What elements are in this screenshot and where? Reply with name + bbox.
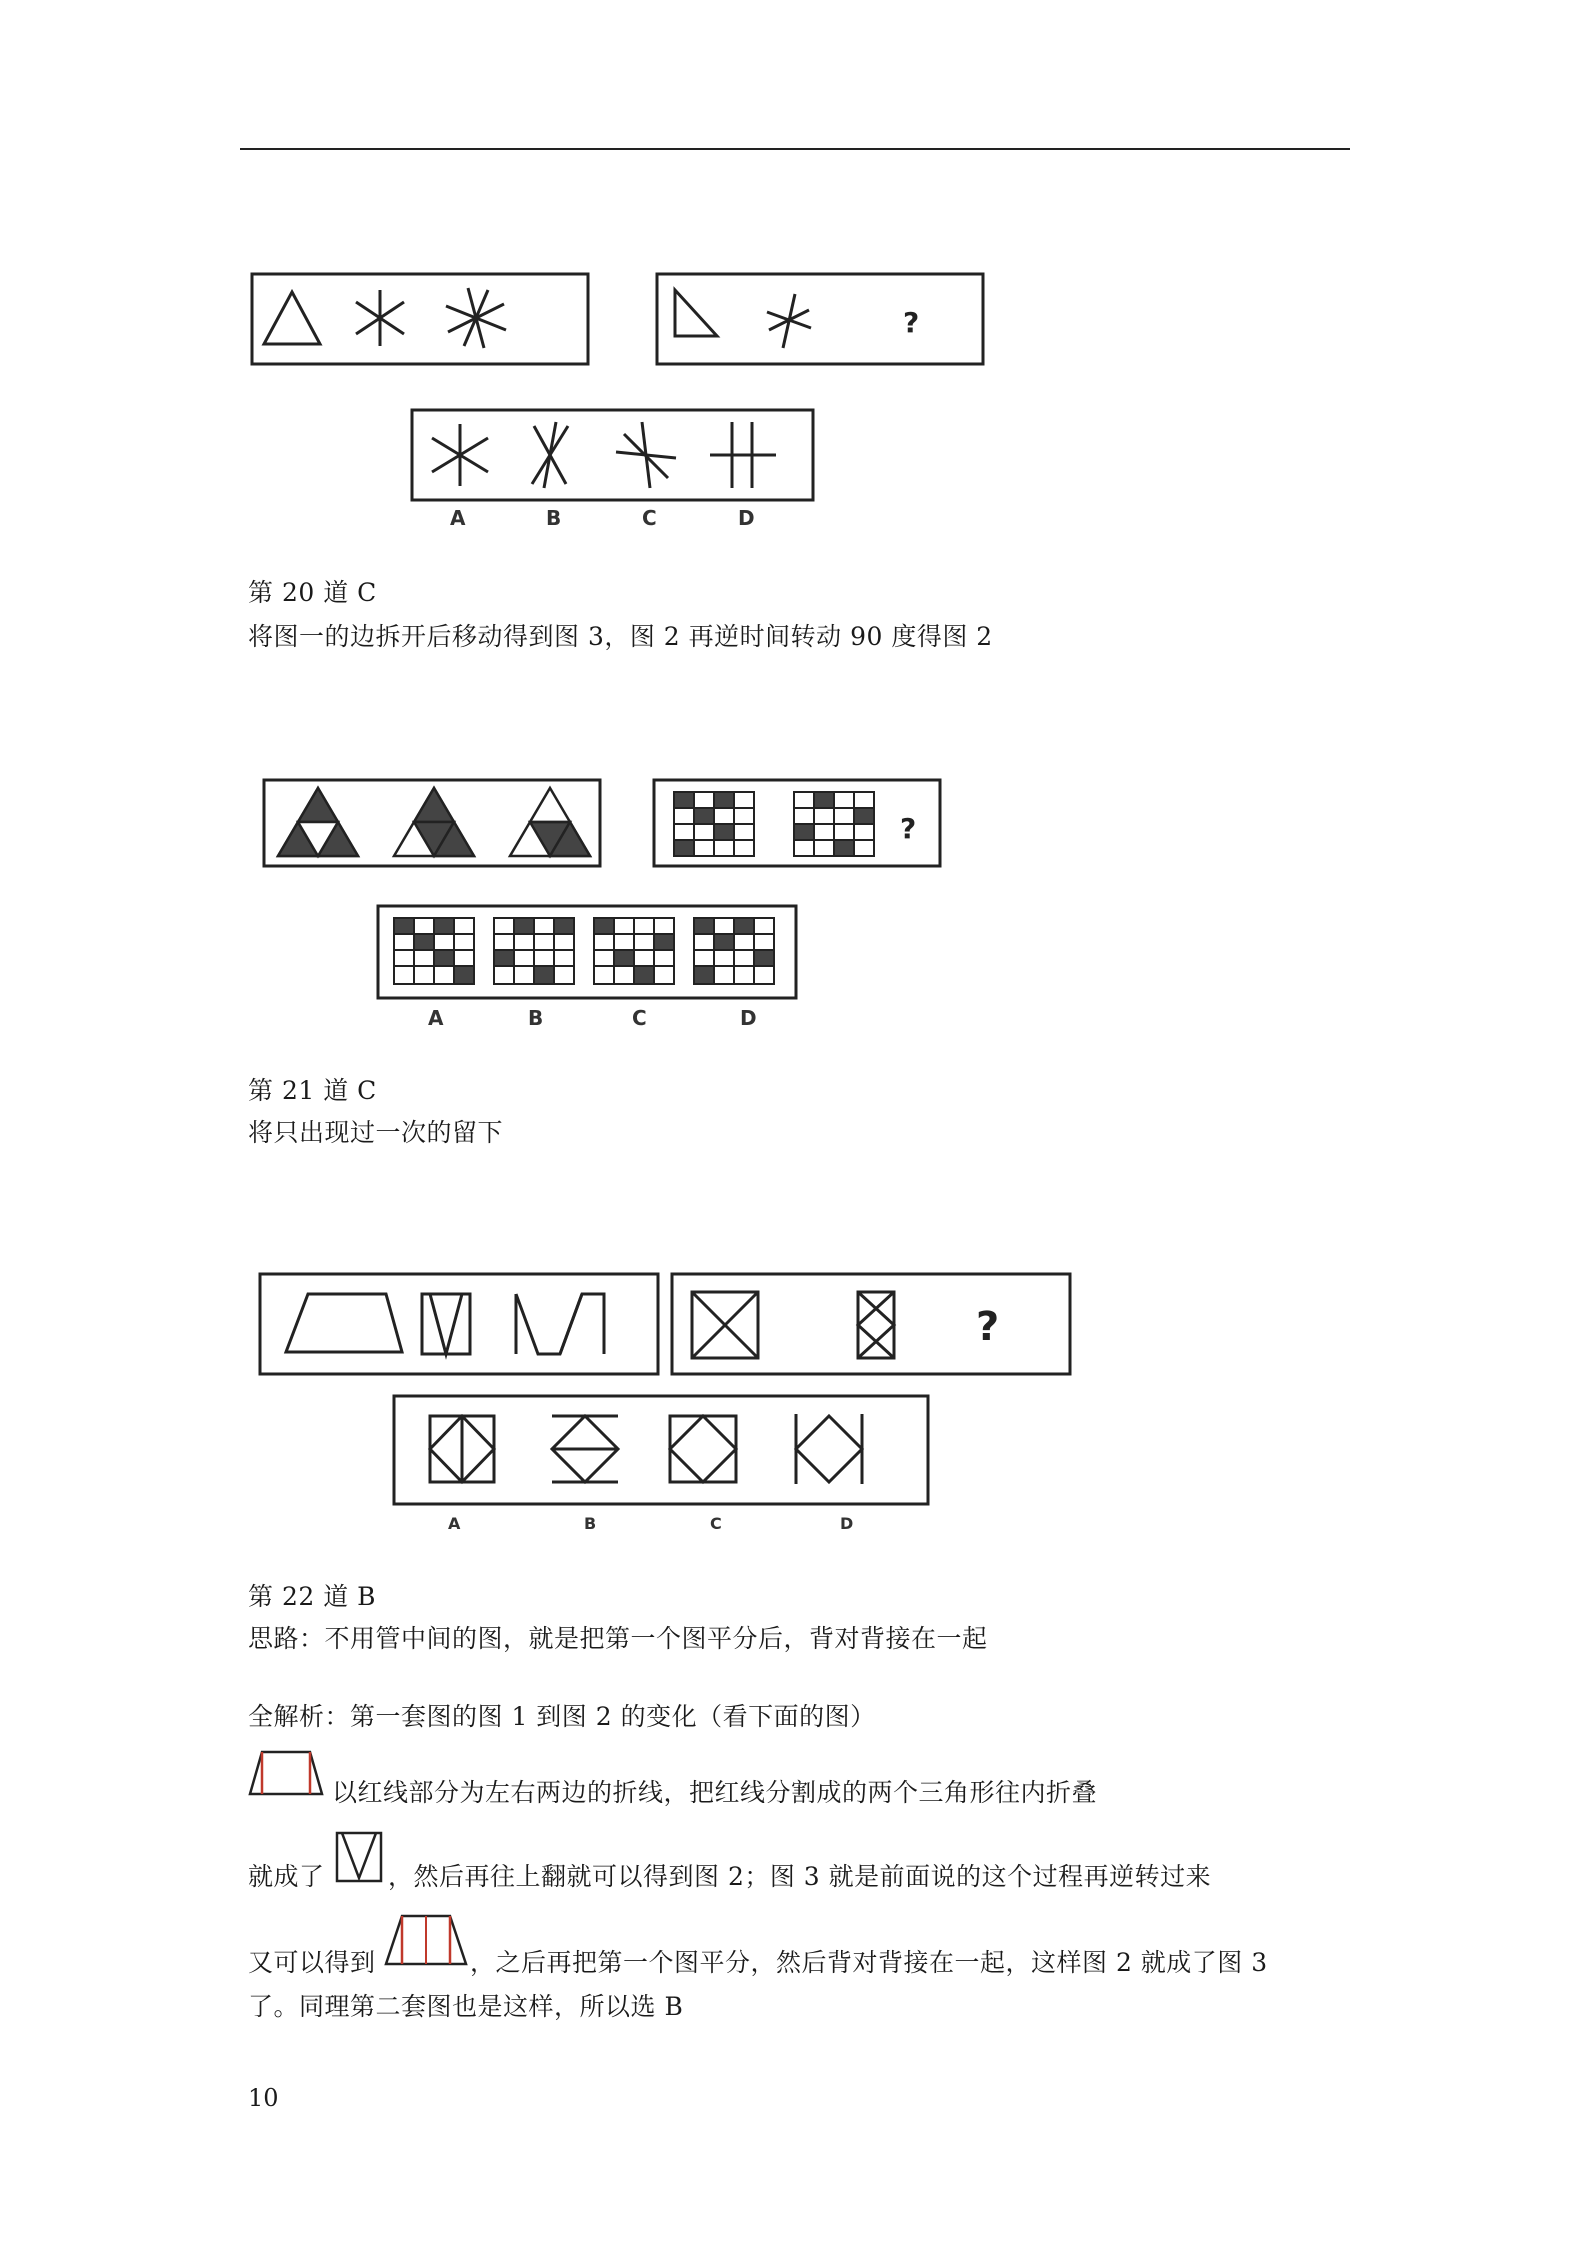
q21-question-mark: ? [900,812,917,845]
q22-heading: 第 22 道 B [248,1582,377,1611]
q22-figure-set2 [670,1272,1072,1376]
q20-options [410,408,815,502]
q22-line3-start: 又可以得到 [248,1948,376,1977]
q20-option-label-d: D [738,506,755,530]
q20-option-label-b: B [546,506,562,530]
q22-analysis-title: 全解析：第一套图的图 1 到图 2 的变化（看下面的图） [248,1702,876,1731]
q22-line2-end: ，然后再往上翻就可以得到图 2；图 3 就是前面说的这个过程再逆转过来 [388,1862,1212,1891]
q22-question-mark: ? [976,1304,1000,1350]
q22-line4: 了。同理第二套图也是这样，所以选 B [248,1992,684,2021]
q22-options [392,1394,930,1506]
q21-option-label-d: D [740,1006,757,1030]
folded-square-icon [334,1830,384,1888]
q20-heading: 第 20 道 C [248,578,377,607]
q22-option-label-c: C [710,1514,722,1533]
q22-line1: 以红线部分为左右两边的折线，把红线分割成的两个三角形往内折叠 [332,1778,1098,1807]
q21-option-label-c: C [632,1006,647,1030]
q21-option-label-b: B [528,1006,544,1030]
q20-explanation: 将图一的边拆开后移动得到图 3，图 2 再逆时间转动 90 度得图 2 [248,622,993,651]
q22-hint: 思路：不用管中间的图，就是把第一个图平分后，背对背接在一起 [248,1624,988,1653]
q22-option-label-a: A [448,1514,461,1533]
trapezoid-red-icon [384,1912,468,1972]
q21-heading: 第 21 道 C [248,1076,377,1105]
q22-option-label-d: D [840,1514,854,1533]
q21-option-label-a: A [428,1006,444,1030]
page-number: 10 [248,2084,279,2112]
q22-option-label-b: B [584,1514,597,1533]
q20-figure-set1 [250,272,590,366]
q22-figure-set1 [258,1272,660,1376]
q21-figure-set2 [652,778,942,868]
trapezoid-fold-icon [248,1748,324,1802]
q21-explanation: 将只出现过一次的留下 [248,1118,504,1147]
q20-option-label-a: A [450,506,466,530]
q22-line2-start: 就成了 [248,1862,325,1891]
q20-figure-set2 [655,272,985,366]
q20-option-label-c: C [642,506,657,530]
q22-line3-end: ，之后再把第一个图平分，然后背对背接在一起，这样图 2 就成了图 3 [470,1948,1268,1977]
q21-options [376,904,798,1000]
header-rule [240,148,1350,150]
q21-figure-set1 [262,778,602,868]
q20-question-mark: ? [903,306,920,339]
